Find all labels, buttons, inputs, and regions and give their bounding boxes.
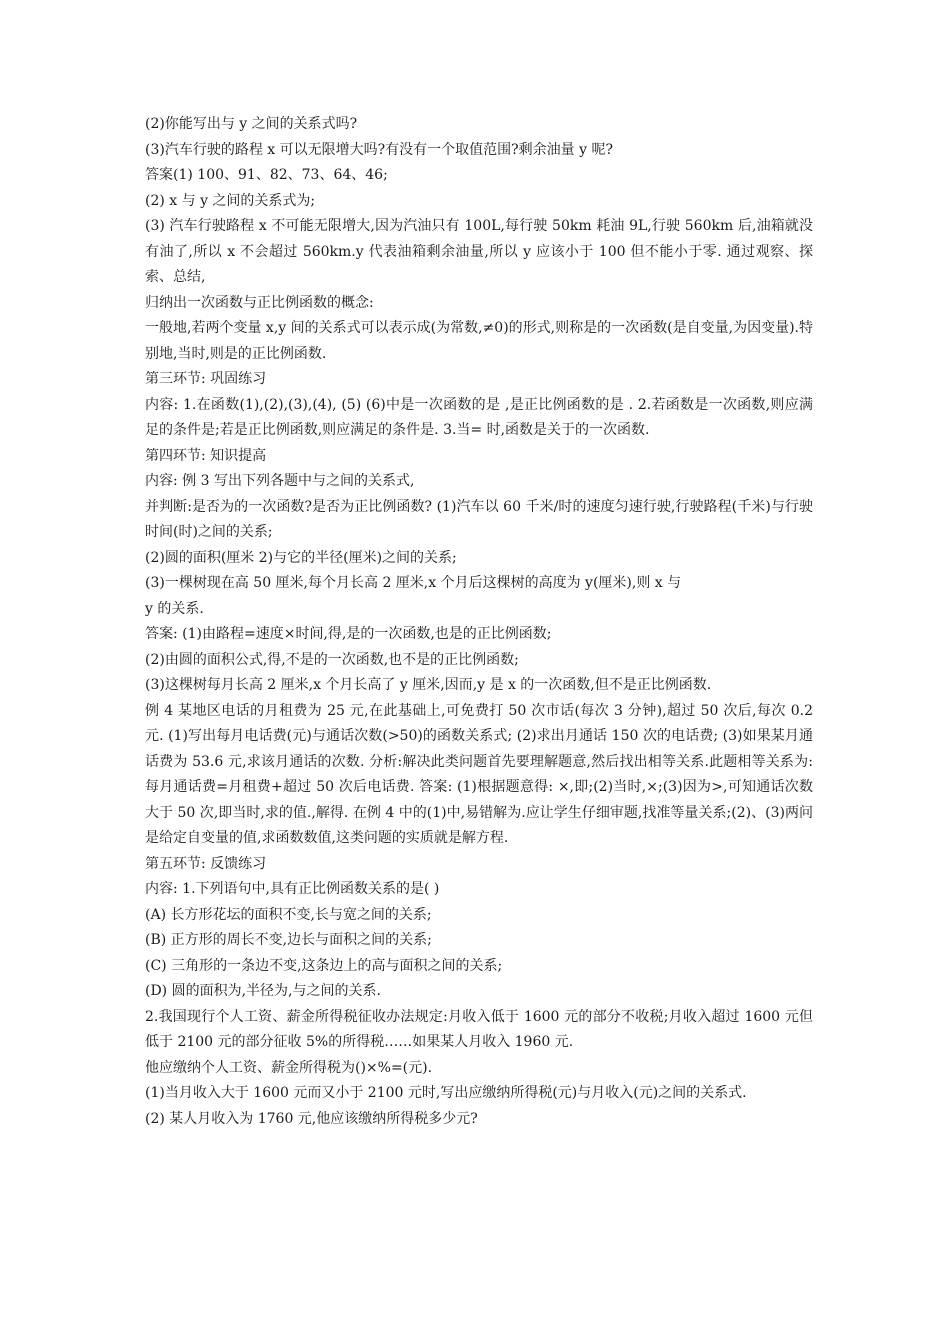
- line-q3: (3)汽车行驶的路程 x 可以无限增大吗?有没有一个取值范围?剩余油量 y 呢?: [145, 141, 613, 158]
- option-a: (A) 长方形花坛的面积不变,长与宽之间的关系;: [145, 906, 432, 923]
- line-example-3-answer-3: (3)这棵树每月长高 2 厘米,x 个月长高了 y 厘米,因而,y 是 x 的一次函数,但不是正比例函数.: [145, 677, 712, 693]
- line-concept-definition: 一般地,若两个变量 x,y 间的关系式可以表示成(为常数,≠0)的形式,则称是的一次函数(是自变量,为因变量).特别地,当时,则是的正比例函数.: [145, 320, 813, 362]
- line-example-3-intro: 内容: 例 3 写出下列各题中与之间的关系式,: [145, 473, 415, 489]
- line-concept-heading: 归纳出一次函数与正比例函数的概念:: [145, 294, 374, 311]
- line-example-4: 例 4 某地区电话的月租费为 25 元,在此基础上,可免费打 50 次市话(每次 3 分钟),超过 50 次后,每次 0.2 元. (1)写出每月电话费(元)与通话次数(>50)的函数关系式; (2)求出月通话 150 次的电话费; (3)如果某月通话费为 53.6 元,求该月通话的次数. 分析:解决此类问题首先要理解题意,然后找出相等关系.此题相等关系为:每月通话费=月租费+超过 50 次后电话费. 答案: (1)根据题意得: ×,即;(2)当时,×;(3)因为>,可知通话次数大于 50 次,即当时,求的值.,解得. 在例 4 中的(1)中,易错解为.应让学生仔细审题,找准等量关系;(2)、(3)两问是给定自变量的值,求函数数值,这类问题的实质就是解方程.: [145, 702, 813, 846]
- line-example-3-answer-1: 答案: (1)由路程=速度×时间,得,是的一次函数,也是的正比例函数;: [145, 626, 552, 642]
- line-tax-formula: 他应缴纳个人工资、薪金所得税为()×%=(元).: [145, 1059, 433, 1076]
- section-heading-4: 第四环节: 知识提高: [145, 447, 267, 464]
- option-c: (C) 三角形的一条边不变,这条边上的高与面积之间的关系;: [145, 957, 503, 974]
- line-answer-2: (2) x 与 y 之间的关系式为;: [145, 192, 316, 209]
- line-tax-q2: (2) 某人月收入为 1760 元,他应该缴纳所得税多少元?: [145, 1110, 478, 1127]
- line-feedback-q2: 2.我国现行个人工资、薪金所得税征收办法规定:月收入低于 1600 元的部分不收税;月收入超过 1600 元但低于 2100 元的部分征收 5%的所得税……如果某人月收入 1960 元.: [145, 1008, 813, 1050]
- line-feedback-q1: 内容: 1.下列语句中,具有正比例函数关系的是( ): [145, 881, 440, 897]
- section-heading-5: 第五环节: 反馈练习: [145, 855, 267, 872]
- line-tax-q1: (1)当月收入大于 1600 元而又小于 2100 元时,写出应缴纳所得税(元)与月收入(元)之间的关系式.: [145, 1085, 747, 1101]
- line-example-3-q1: 并判断:是否为的一次函数?是否为正比例函数? (1)汽车以 60 千米/时的速度匀速行驶,行驶路程(千米)与行驶时间(时)之间的关系;: [145, 498, 813, 540]
- document-body: [145, 112, 813, 1132]
- line-example-3-q3-cont: y 的关系.: [145, 600, 204, 617]
- line-example-3-q3: (3)一棵树现在高 50 厘米,每个月长高 2 厘米,x 个月后这棵树的高度为 y(厘米),则 x 与: [145, 575, 682, 591]
- line-answer-3: (3) 汽车行驶路程 x 不可能无限增大,因为汽油只有 100L,每行驶 50km 耗油 9L,行驶 560km 后,油箱就没有油了,所以 x 不会超过 560km.y 代表油箱剩余油量,所以 y 应该小于 100 但不能小于零. 通过观察、探索、总结,: [145, 218, 813, 285]
- option-b: (B) 正方形的周长不变,边长与面积之间的关系;: [145, 932, 432, 948]
- line-answer-1: 答案(1) 100、91、82、73、64、46;: [145, 167, 388, 183]
- line-exercise-content: 内容: 1.在函数(1),(2),(3),(4), (5) (6)中是一次函数的是 ,是正比例函数的是 . 2.若函数是一次函数,则应满足的条件是;若是正比例函数,则应满足的条件是. 3.当= 时,函数是关于的一次函数.: [145, 396, 813, 438]
- option-d: (D) 圆的面积为,半径为,与之间的关系.: [145, 983, 381, 999]
- line-q2: (2)你能写出与 y 之间的关系式吗?: [145, 116, 358, 132]
- section-heading-3: 第三环节: 巩固练习: [145, 371, 267, 387]
- line-example-3-answer-2: (2)由圆的面积公式,得,不是的一次函数,也不是的正比例函数;: [145, 651, 519, 668]
- line-example-3-q2: (2)圆的面积(厘米 2)与它的半径(厘米)之间的关系;: [145, 549, 457, 566]
